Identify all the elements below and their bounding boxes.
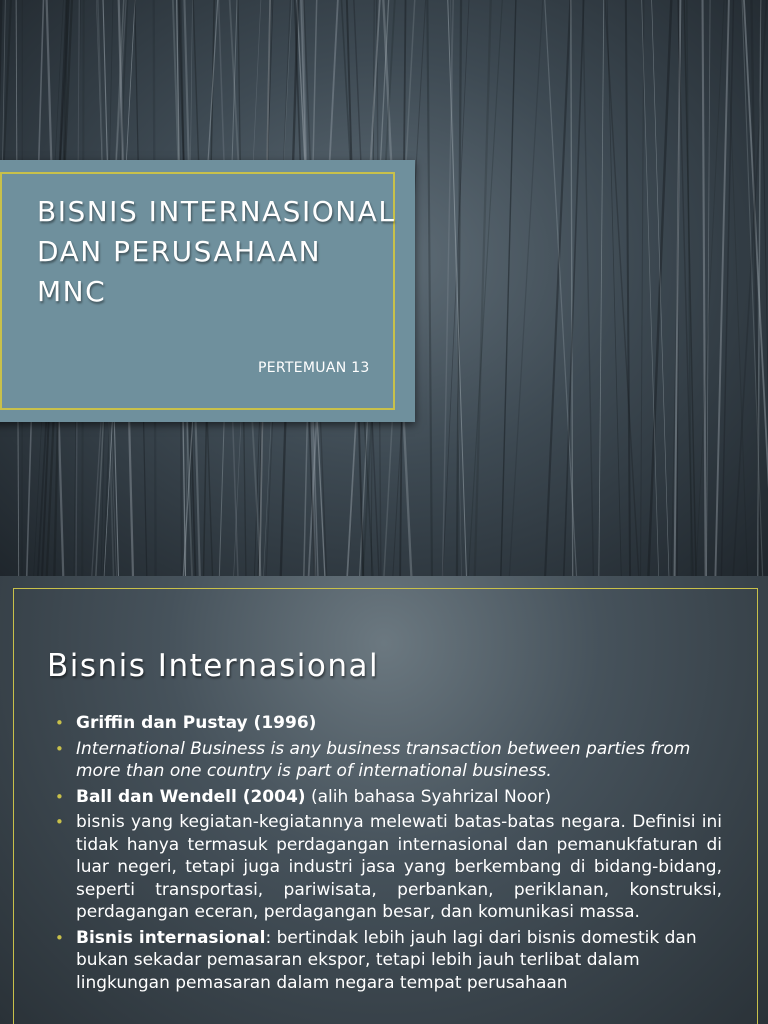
- streak-line: [652, 0, 670, 576]
- streak-line: [727, 0, 748, 576]
- streak-line: [703, 0, 706, 576]
- streak-line: [475, 0, 491, 576]
- source-ball-note: (alih bahasa Syahrizal Noor): [305, 786, 552, 807]
- streak-line: [501, 0, 516, 576]
- slide-subtitle: PERTEMUAN 13: [258, 360, 370, 376]
- bullet-icon: •: [55, 714, 64, 732]
- streak-line: [626, 0, 630, 576]
- streak-line: [642, 0, 659, 576]
- definition-griffin: International Business is any business transaction between parties from more than one country is part of international business.: [76, 738, 691, 781]
- list-item: [55, 811, 722, 924]
- title-line-3: MNC: [37, 275, 107, 308]
- streak-line: [605, 0, 639, 576]
- bullet-icon: •: [55, 787, 64, 806]
- source-griffin: Griffin dan Pustay (1996): [76, 713, 317, 733]
- streak-line: [443, 0, 470, 576]
- term-bisnis-internasional: Bisnis internasional: [76, 927, 266, 948]
- definition-ball: bisnis yang kegiatan-kegiatannya melewati batas-batas negara. Definisi ini tidak hanya termasuk perdagangan internasional dan pemanukfaturan di luar negeri, tetapi juga industri jasa yang berkembang di bidang-bidang, seperti transportasi, pariwisata, perbankan, periklanan, konstruksi, perdagangan eceran, perdagangan besar, dan komunikasi massa.: [76, 812, 722, 922]
- bullet-icon: •: [55, 739, 64, 758]
- list-item: [55, 927, 722, 995]
- streak-line: [468, 0, 503, 576]
- title-line-2: DAN PERUSAHAAN: [37, 235, 322, 268]
- bullet-list: [55, 712, 722, 997]
- streak-line: [443, 0, 454, 576]
- streak-line: [696, 0, 725, 576]
- list-item: [55, 712, 722, 735]
- streak-line: [648, 0, 671, 576]
- source-ball: Ball dan Wendell (2004): [76, 786, 306, 807]
- streak-line: [583, 0, 594, 576]
- title-line-1: BISNIS INTERNASIONAL: [37, 195, 396, 228]
- definition-bisnis-internasional: : bertindak lebih jauh lagi dari bisnis domestik dan bukan sekadar pemasaran ekspor, tetapi lebih jauh terlibat dalam lingkungan pemasaran dalam negara tempat perusahaan: [76, 927, 697, 993]
- streak-line: [427, 0, 432, 576]
- bullet-icon: •: [55, 928, 64, 947]
- content-heading: Bisnis Internasional: [47, 648, 380, 684]
- list-item: [55, 738, 722, 783]
- streak-line: [599, 0, 604, 576]
- list-item: [55, 786, 722, 809]
- streak-line: [641, 0, 644, 576]
- streak-line: [733, 0, 767, 576]
- slide-title: [37, 192, 407, 312]
- streak-line: [607, 0, 622, 576]
- bullet-icon: •: [55, 813, 64, 831]
- content-slide: [0, 576, 768, 1024]
